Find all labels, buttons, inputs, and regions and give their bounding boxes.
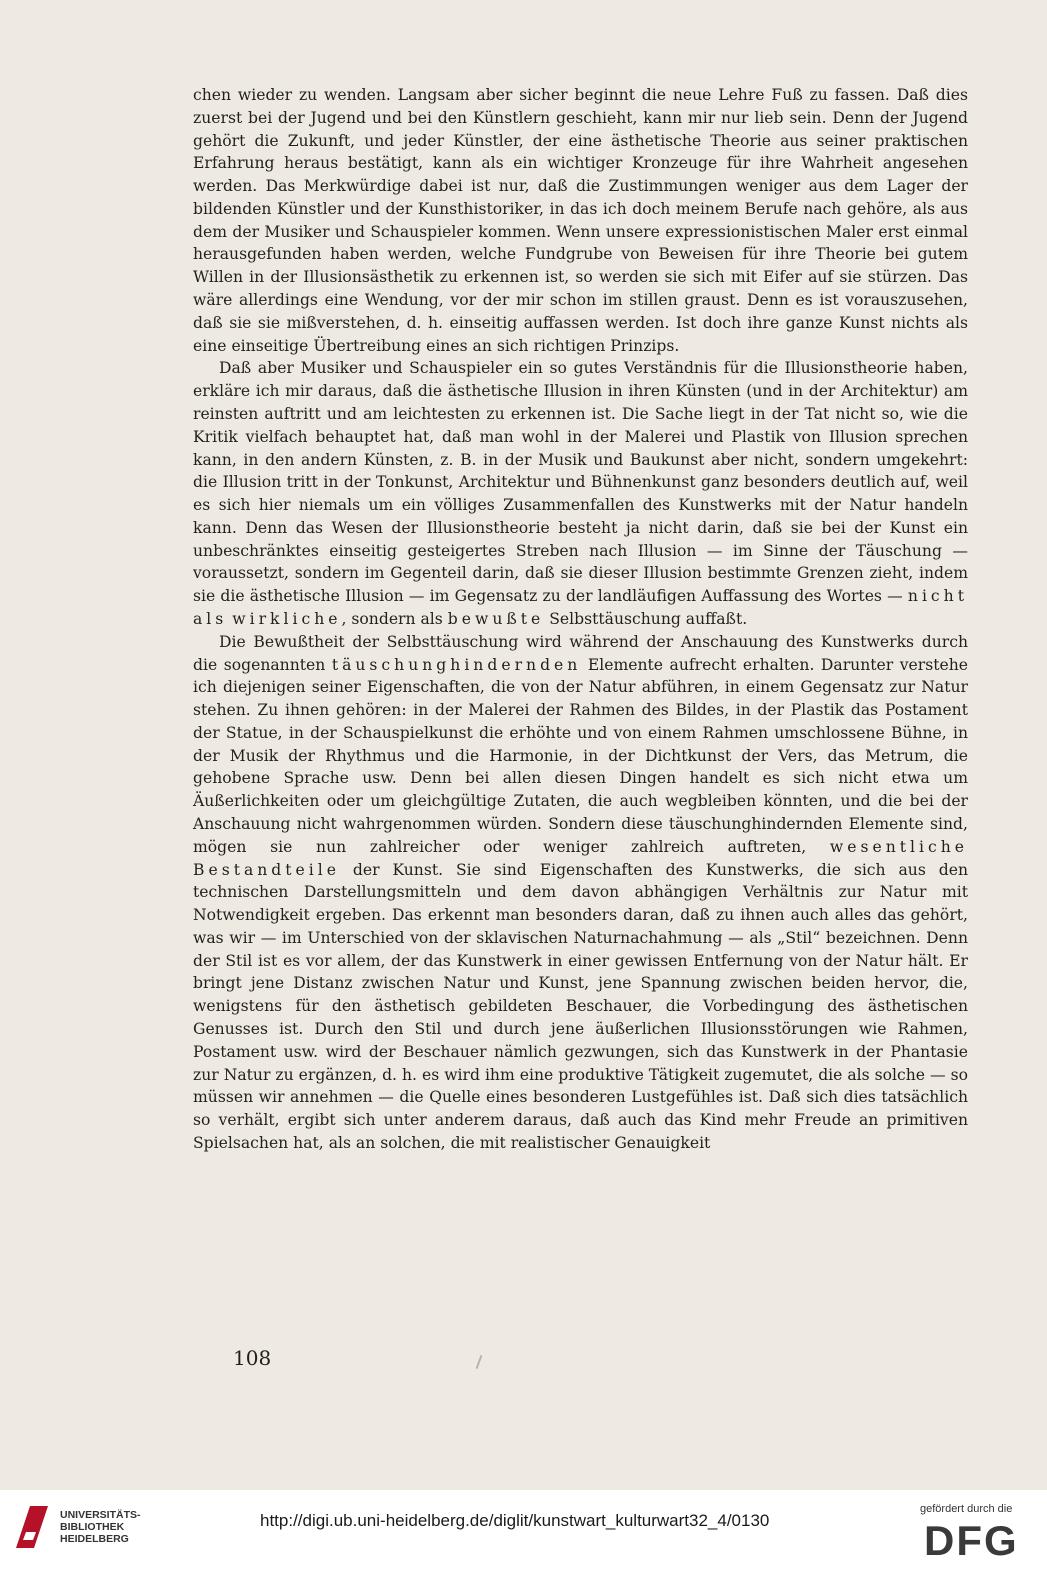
dfg-logo bbox=[922, 1517, 1026, 1561]
emphasis-bewusste: bewußte bbox=[447, 609, 545, 628]
footer-bar bbox=[0, 1490, 1047, 1581]
emphasis-wesentliche-bestandteile: wesentliche Bestandteile bbox=[193, 837, 968, 879]
dfg-logo-text: DFG bbox=[924, 1517, 1019, 1561]
page-number: 108 bbox=[233, 1346, 272, 1370]
paragraph-2-text: Daß aber Musiker und Schauspieler ein so gutes Verständnis für die Illusionstheorie haben, erkläre ich mir daraus, daß die ästhetische Illusion in ihren Künsten (und in der Architektur) am reinsten auftritt und am leichtesten zu erkennen ist. Die Sache liegt in der Tat nicht so, wie die Kritik vielfach behauptet hat, daß man wohl in der Malerei und Plastik von Illusion sprechen kann, in den andern Künsten, z. B. in der Musik und Baukunst aber nicht, sondern umgekehrt: die Illusion tritt in der Tonkunst, Architektur und Bühnenkunst ganz besonders deutlich auf, weil es sich hier niemals um ein völliges Zusammenfallen des Kunstwerks mit der Natur handeln kann. Denn das Wesen der Illusionstheorie besteht ja nicht darin, daß sie bei der Kunst ein unbeschränktes einseitig gesteigertes Streben nach Illusion — im Sinne der Täuschung — voraussetzt, sondern im Gegenteil darin, daß sie dieser Illusion bestimmte Grenzen zieht, indem sie die ästhetische Illusion — im Gegensatz zu der landläufigen Auffassung des Wortes — bbox=[193, 359, 968, 606]
pencil-mark bbox=[476, 1355, 483, 1369]
body-text bbox=[193, 84, 968, 1155]
emphasis-wirkliche: wirkliche bbox=[232, 609, 342, 628]
emphasis-nicht: nicht bbox=[907, 587, 968, 606]
paragraph-3-text-end: der Kunst. Sie sind Eigenschaften des Kunstwerks, die sich aus den technischen Darstellungsmitteln und dem davon abhängigen Verhältnis zur Natur mit Notwendigkeit ergeben. Das erkennt man besonders daran, daß zu ihnen auch alles das gehört, was wir — im Unterschied von der sklavischen Naturnachahmung — als „Stil“ bezeichnen. Denn der Stil ist es vor allem, der das Kunstwerk in einer gewissen Entfernung von der Natur hält. Er bringt jene Distanz zwischen Natur und Kunst, jene Spannung zwischen beiden hervor, die, wenigstens für den ästhetisch gebildeten Beschauer, die Vorbedingung des ästhetischen Genusses ist. Durch den Stil und durch jene äußerlichen Illusionsstörungen wie Rahmen, Postament usw. wird der Beschauer nämlich gezwungen, sich das Kunstwerk in der Phantasie zur Natur zu ergänzen, d. h. es wird ihm eine produktive Tätigkeit zugemutet, die als solche — so müssen wir annehmen — die Quelle eines besonderen Lustgefühles ist. Daß sich dies tatsächlich so verhält, ergibt sich unter anderem daraus, daß auch das Kind mehr Freude an primitiven Spielsachen hat, als an solchen, die mit realistischer Genauigkeit bbox=[193, 860, 968, 1152]
university-logo-icon bbox=[12, 1502, 52, 1552]
paragraph-3 bbox=[193, 631, 968, 1155]
paragraph-1: chen wieder zu wenden. Langsam aber sicher beginnt die neue Lehre Fuß zu fassen. Daß dies zuerst bei der Jugend und bei den Künstlern geschieht, kann mir nur lieb sein. Denn der Jugend gehört die Zukunft, und jeder Künstler, der eine ästhetische Theorie aus seiner praktischen Erfahrung heraus bestätigt, kann als ein wichtiger Kronzeuge für ihre Wahrheit angesehen werden. Das Merkwürdige dabei ist nur, daß die Zustimmungen weniger aus dem Lager der bildenden Künstler und der Kunsthistoriker, in das ich doch meinem Berufe nach gehöre, als aus dem der Musiker und Schauspieler kommen. Wenn unsere expressionistischen Maler erst einmal herausgefunden haben werden, welche Fundgrube von Beweisen für ihre Theorie bei gutem Willen in der Illusionsästhetik zu erkennen ist, so werden sie sich mit Eifer auf sie stürzen. Das wäre allerdings eine Wendung, vor der mir schon im stillen graust. Denn es ist vorauszusehen, daß sie sie mißverstehen, d. h. einseitig auffassen werden. Ist doch ihre ganze Kunst nichts als eine einseitige Übertreibung eines an sich richtigen Prinzips. bbox=[193, 86, 968, 355]
paragraph-3-text-continued: Elemente aufrecht erhalten. Darunter verstehe ich diejenigen seiner Eigenschaften, die von der Natur abführen, in einem Gegensatz zur Natur stehen. Zu ihnen gehören: in der Malerei der Rahmen des Bildes, in der Plastik das Postament der Statue, in der Schauspielkunst die erhöhte und von einem Rahmen umschlossene Bühne, in der Musik der Rhythmus und die Harmonie, in der Dichtkunst der Vers, das Metrum, die gehobene Sprache usw. Denn bei allen diesen Dingen handelt es sich nicht etwa um Äußerlichkeiten oder um gleichgültige Zutaten, die auch wegbleiben könnten, und die bei der Anschauung nicht wahrgenommen würden. Sondern diese täuschunghindernden Elemente sind, mögen sie nun zahlreicher oder weniger zahlreich auftreten, bbox=[193, 655, 968, 856]
institution-line-3: HEIDELBERG bbox=[60, 1533, 129, 1545]
text-selbsttaeuschung: Selbsttäuschung auffaßt. bbox=[549, 609, 748, 628]
text-sondern-als: , sondern als bbox=[341, 609, 443, 628]
institution-line-1: UNIVERSITÄTS- bbox=[60, 1509, 141, 1521]
logo-shape bbox=[16, 1506, 48, 1548]
funder-label: gefördert durch die bbox=[920, 1503, 1013, 1515]
emphasis-als: als bbox=[193, 609, 228, 628]
institution-line-2: BIBLIOTHEK bbox=[60, 1521, 125, 1533]
paragraph-2 bbox=[193, 357, 968, 630]
institution-name bbox=[60, 1509, 141, 1545]
emphasis-taeuschunghindernden: täuschunghindernden bbox=[331, 655, 582, 674]
paragraph-3-text: Die Bewußtheit der Selbsttäuschung wird während der Anschauung des Kunstwerks durch die sogenannten bbox=[193, 632, 968, 674]
permalink-url[interactable]: http://digi.ub.uni-heidelberg.de/diglit/kunstwart_kulturwart32_4/0130 bbox=[260, 1511, 770, 1530]
